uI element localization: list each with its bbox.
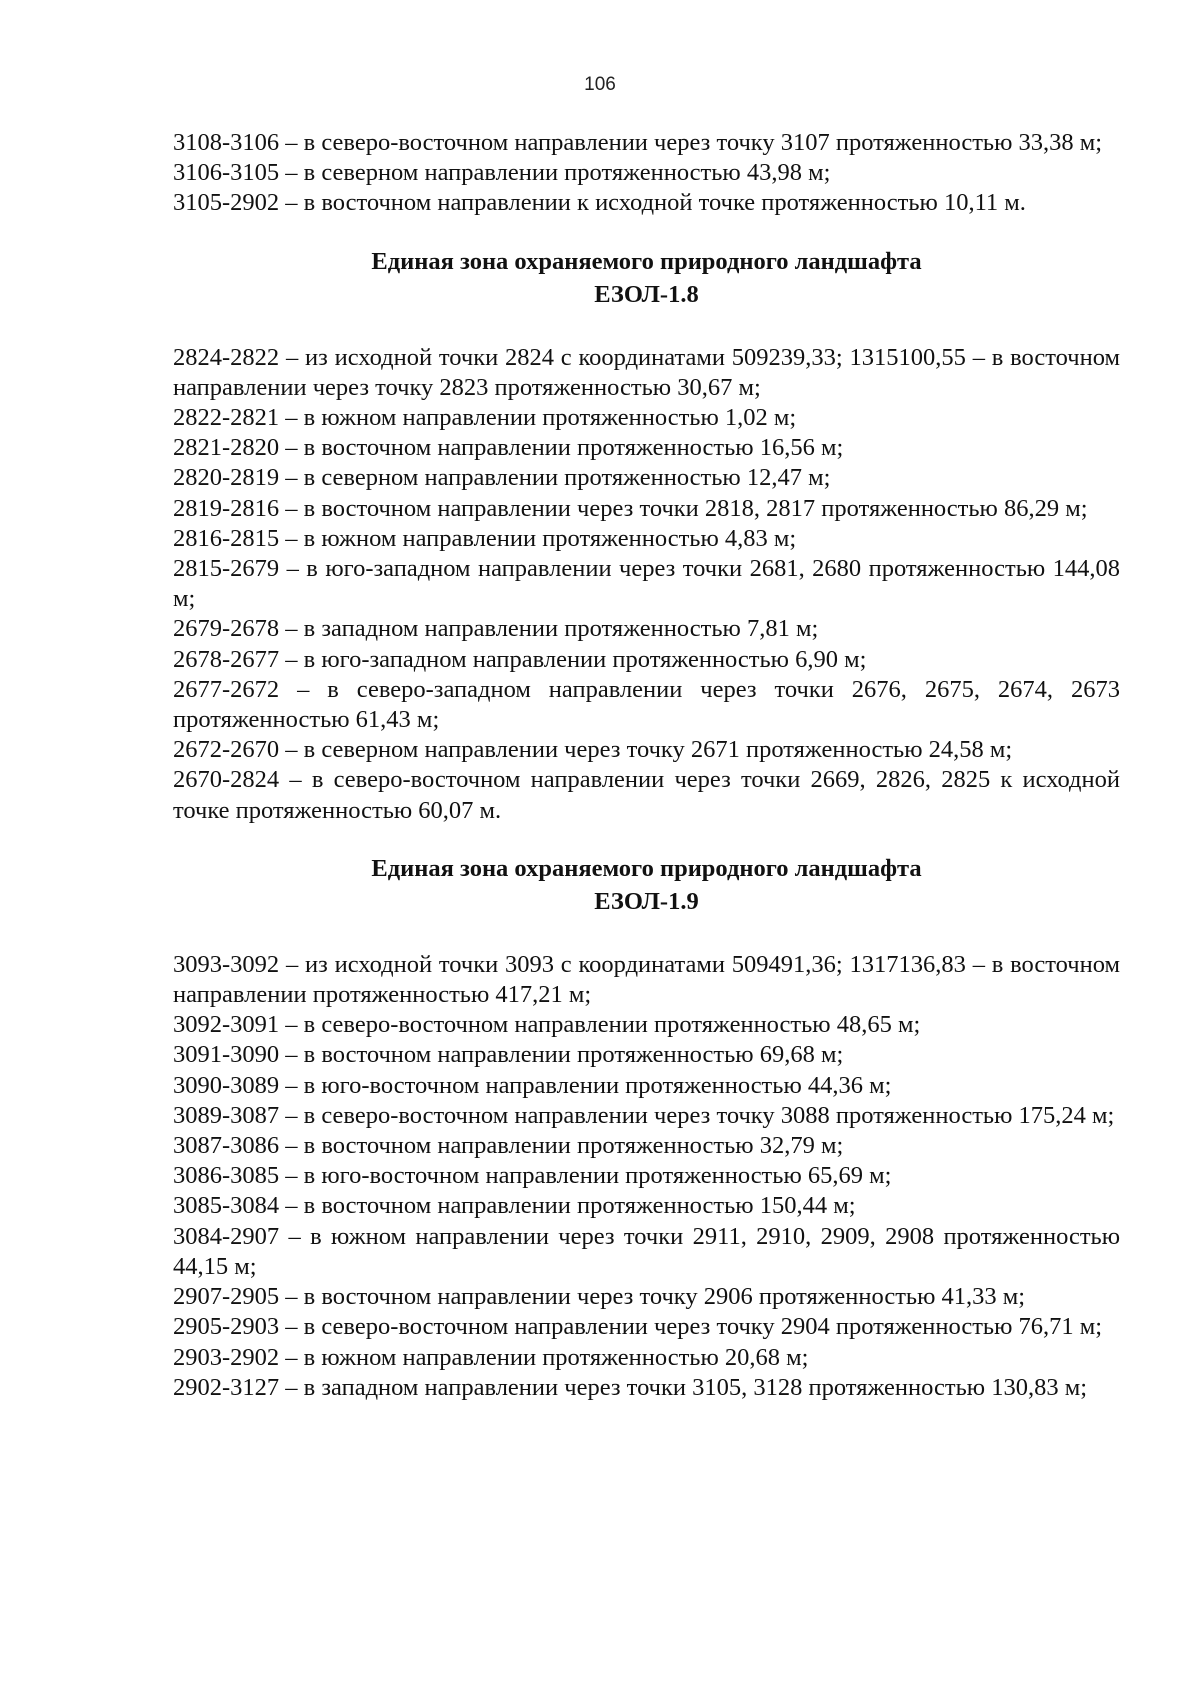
section-code: ЕЗОЛ-1.9	[594, 887, 699, 915]
boundary-item: 2822-2821 – в южном направлении протяженностью 1,02 м;	[173, 404, 797, 432]
boundary-item: 2820-2819 – в северном направлении протяженностью 12,47 м;	[173, 464, 831, 492]
boundary-item: 2816-2815 – в южном направлении протяженностью 4,83 м;	[173, 524, 797, 552]
boundary-item: 2677-2672 – в северо-западном направлении через точки 2676, 2675, 2674, 2673 протяженностью 61,43 м;	[173, 675, 1120, 734]
boundary-item: 2907-2905 – в восточном направлении через точку 2906 протяженностью 41,33 м;	[173, 1283, 1026, 1311]
section-title: Единая зона охраняемого природного ландшафта	[371, 854, 922, 882]
section-items-ezol-1-9	[173, 950, 1120, 1403]
boundary-item: 2903-2902 – в южном направлении протяженностью 20,68 м;	[173, 1343, 809, 1371]
section-items-ezol-1-8	[173, 343, 1120, 826]
boundary-item: 3091-3090 – в восточном направлении протяженностью 69,68 м;	[173, 1041, 844, 1069]
section-title: Единая зона охраняемого природного ландшафта	[371, 247, 922, 275]
intro-item: 3108-3106 – в северо-восточном направлении через точку 3107 протяженностью 33,38 м;	[173, 129, 1103, 156]
boundary-item: 2824-2822 – из исходной точки 2824 с координатами 509239,33; 1315100,55 – в восточном направлении через точку 2823 протяженностью 30,67 м;	[173, 343, 1120, 401]
boundary-item: 2821-2820 – в восточном направлении протяженностью 16,56 м;	[173, 434, 844, 462]
boundary-item: 3090-3089 – в юго-восточном направлении протяженностью 44,36 м;	[173, 1071, 892, 1099]
boundary-item: 2672-2670 – в северном направлении через точку 2671 протяженностью 24,58 м;	[173, 736, 1013, 764]
boundary-item: 2670-2824 – в северо-восточном направлении через точки 2669, 2826, 2825 к исходной точке протяженностью 60,07 м.	[173, 766, 1120, 824]
section-heading-ezol-1-8	[173, 245, 1120, 311]
boundary-item: 3089-3087 – в северо-восточном направлении через точку 3088 протяженностью 175,24 м;	[173, 1101, 1115, 1129]
boundary-item: 3085-3084 – в восточном направлении протяженностью 150,44 м;	[173, 1192, 856, 1220]
section-code: ЕЗОЛ-1.8	[594, 280, 699, 308]
boundary-item: 2815-2679 – в юго-западном направлении через точки 2681, 2680 протяженностью 144,08 м;	[173, 555, 1120, 613]
boundary-item: 2905-2903 – в северо-восточном направлении через точку 2904 протяженностью 76,71 м;	[173, 1313, 1103, 1341]
boundary-item: 3086-3085 – в юго-восточном направлении протяженностью 65,69 м;	[173, 1162, 892, 1190]
boundary-item: 2678-2677 – в юго-западном направлении протяженностью 6,90 м;	[173, 645, 867, 673]
intro-item: 3106-3105 – в северном направлении протяженностью 43,98 м;	[173, 159, 831, 187]
document-body	[173, 128, 1120, 1403]
boundary-item: 3087-3086 – в восточном направлении протяженностью 32,79 м;	[173, 1132, 844, 1160]
section-heading-ezol-1-9	[173, 852, 1120, 918]
boundary-item: 2902-3127 – в западном направлении через точки 3105, 3128 протяженностью 130,83 м;	[173, 1373, 1088, 1401]
boundary-item: 2679-2678 – в западном направлении протяженностью 7,81 м;	[173, 615, 819, 643]
boundary-item: 2819-2816 – в восточном направлении через точки 2818, 2817 протяженностью 86,29 м;	[173, 494, 1088, 522]
page-number: 106	[584, 74, 616, 95]
intro-item: 3105-2902 – в восточном направлении к исходной точке протяженностью 10,11 м.	[173, 189, 1026, 217]
boundary-item: 3084-2907 – в южном направлении через точки 2911, 2910, 2909, 2908 протяженностью 44,15 м;	[173, 1222, 1120, 1280]
boundary-item: 3093-3092 – из исходной точки 3093 с координатами 509491,36; 1317136,83 – в восточном направлении протяженностью 417,21 м;	[173, 950, 1120, 1009]
boundary-item: 3092-3091 – в северо-восточном направлении протяженностью 48,65 м;	[173, 1011, 921, 1039]
